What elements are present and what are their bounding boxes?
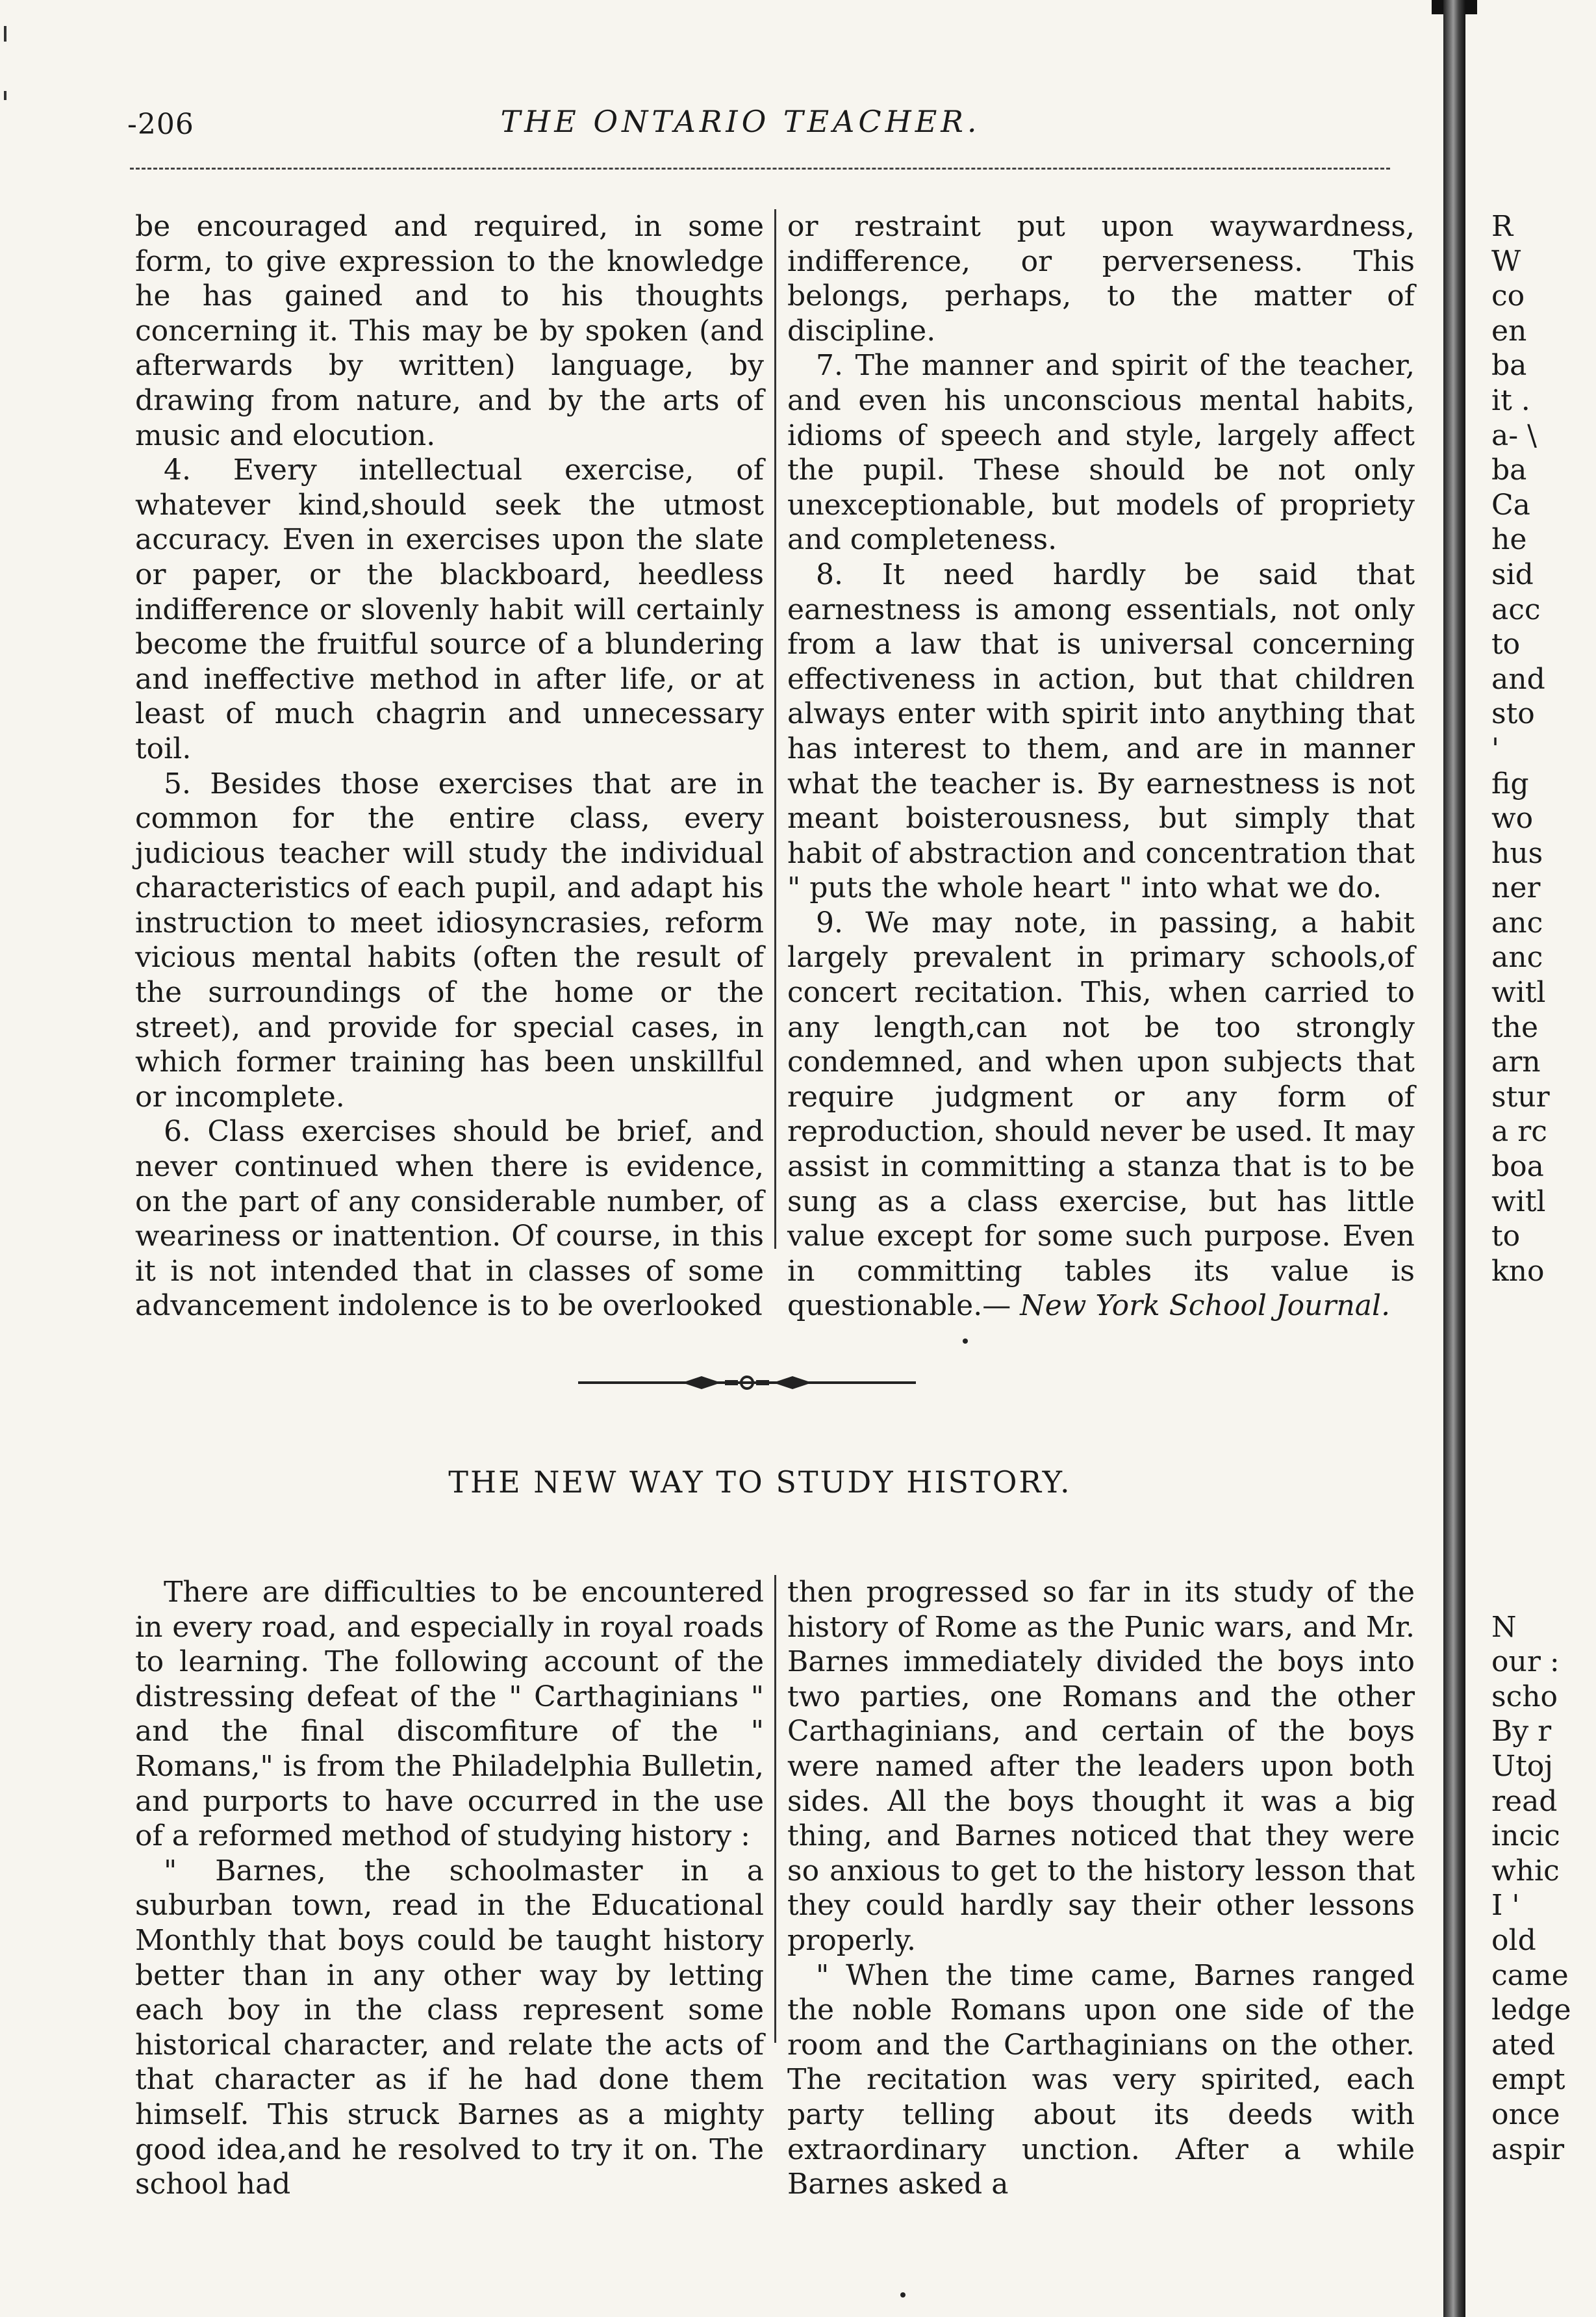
edge-fragment: ated: [1491, 2028, 1556, 2062]
edge-fragment: incic: [1491, 1819, 1560, 1853]
edge-fragment: Utoj: [1491, 1749, 1553, 1783]
binding-gutter: [1443, 0, 1465, 2317]
edge-fragment: a- \: [1491, 418, 1537, 452]
edge-fragment: empt: [1491, 2063, 1565, 2097]
article1-column-right: [787, 209, 1415, 1324]
edge-fragment: stur: [1491, 1080, 1550, 1114]
paragraph: 6. Class exercises should be brief, and never continued when there is evidence, on the part of any considerable number, of weariness or inattention. Of course, in this it is not intended that in classes of some advancement indolence is to be overlooked: [135, 1115, 764, 1323]
edge-fragment: ba: [1491, 454, 1527, 487]
edge-fragment: the: [1491, 1010, 1539, 1044]
edge-fragment: anc: [1491, 941, 1543, 975]
edge-fragment: By r: [1491, 1715, 1552, 1748]
paragraph: " When the time came, Barnes ranged the noble Romans upon one side of the room and the Carthaginians on the other. The recitation was very spirited, each party telling about its deeds with extraordinary unction. After a while Barnes asked a: [787, 1958, 1415, 2201]
edge-fragment: our :: [1491, 1645, 1560, 1679]
edge-fragment: and: [1491, 662, 1545, 696]
edge-fragment: came: [1491, 1958, 1569, 1992]
edge-fragment: to: [1491, 1220, 1521, 1253]
paragraph: [787, 906, 1415, 1324]
scan-mark: [4, 26, 6, 42]
edge-fragment: wo: [1491, 802, 1534, 836]
edge-fragment: he: [1491, 523, 1527, 557]
edge-fragment: aspir: [1491, 2132, 1565, 2166]
stray-dot: [900, 2292, 906, 2298]
edge-fragment: sto: [1491, 697, 1535, 731]
section-ornament: [572, 1370, 922, 1396]
column-divider: [774, 1575, 776, 2043]
article1-column-left: [135, 209, 764, 1324]
edge-fragment: read: [1491, 1784, 1558, 1818]
edge-fragment: once: [1491, 2097, 1560, 2131]
stray-dot: [963, 1338, 968, 1344]
edge-fragment: boa: [1491, 1150, 1544, 1184]
source-citation: New York School Journal.: [1020, 1289, 1391, 1323]
edge-fragment: ba: [1491, 349, 1527, 383]
edge-fragment: witl: [1491, 976, 1546, 1010]
column-divider: [774, 209, 776, 1249]
paragraph: 7. The manner and spirit of the teacher, and even his unconscious mental habits, idioms of speech and style, largely affect the pupil. These should be not only unexceptionable, but models of propriety and completeness.: [787, 349, 1415, 557]
next-page-edge-top: [1491, 209, 1595, 1288]
edge-fragment: ': [1491, 732, 1500, 765]
page-number: -206: [127, 108, 194, 141]
section-title: THE NEW WAY TO STUDY HISTORY.: [448, 1465, 1072, 1500]
edge-fragment: hus: [1491, 836, 1543, 870]
edge-fragment: kno: [1491, 1254, 1545, 1288]
edge-fragment: to: [1491, 628, 1521, 661]
edge-fragment: N: [1491, 1610, 1517, 1644]
paragraph: then progressed so far in its study of the history of Rome as the Punic wars, and Mr. Barnes immediately divided the boys into two parties, one Romans and the other Carthaginians, and certain of the boys were named after the leaders upon both sides. All the boys thought it was a big thing, and Barnes noticed that they were so anxious to get to the history lesson that they could hardly say their other lessons properly.: [787, 1576, 1415, 1957]
edge-fragment: en: [1491, 314, 1527, 348]
edge-fragment: ledge: [1491, 1993, 1571, 2027]
edge-fragment: a rc: [1491, 1115, 1547, 1149]
paragraph: be encouraged and required, in some form, to give expression to the knowledge he has gained and to his thoughts concerning it. This may be by spoken (and afterwards by written) language, by drawing from nature, and by the arts of music and elocution.: [135, 210, 764, 452]
paragraph: 5. Besides those exercises that are in common for the entire class, every judicious teacher will study the individual characteristics of each pupil, and adapt his instruction to meet idiosyncrasies, reform vicious mental habits (often the result of the surroundings of the home or the street), and provide for special cases, in which former training has been unskillful or incomplete.: [135, 767, 764, 1114]
header-rule: [130, 168, 1390, 170]
article2-column-left: [135, 1575, 764, 2202]
edge-fragment: [1491, 1575, 1595, 1610]
edge-fragment: ner: [1491, 871, 1541, 905]
edge-fragment: sid: [1491, 557, 1534, 591]
edge-fragment: anc: [1491, 906, 1543, 940]
edge-fragment: witl: [1491, 1184, 1546, 1218]
edge-fragment: it .: [1491, 383, 1530, 417]
edge-fragment: I ': [1491, 1889, 1520, 1923]
scan-mark: [4, 91, 6, 100]
paragraph: 8. It need hardly be said that earnestness is among essentials, not only from a law that is universal concerning effectiveness in action, but that children always enter with spirit into anything that has interest to them, and are in manner what the teacher is. By earnestness is not meant boisterousness, but simply that habit of abstraction and concentration that " puts the whole heart " into what we do.: [787, 557, 1415, 905]
edge-fragment: fig: [1491, 767, 1529, 800]
paragraph: or restraint put upon waywardness, indifference, or perverseness. This belongs, perhaps, to the matter of discipline.: [787, 210, 1415, 348]
edge-fragment: R: [1491, 210, 1514, 243]
running-title: THE ONTARIO TEACHER.: [500, 104, 981, 139]
edge-fragment: scho: [1491, 1680, 1558, 1713]
next-page-edge-bottom: [1491, 1575, 1595, 2167]
article2-column-right: [787, 1575, 1415, 2202]
edge-fragment: old: [1491, 1923, 1536, 1957]
paragraph-text: 9. We may note, in passing, a habit largely prevalent in primary schools,of concert recitation. This, when carried to any length,can not be too strongly condemned, and when upon subjects that require judgment or any form of reproduction, should never be used. It may assist in committing a stanza that is to be sung as a class exercise, but has little value except for some such purpose. Even in committing tables its value is questionable.—: [787, 906, 1415, 1323]
edge-fragment: acc: [1491, 593, 1541, 626]
edge-fragment: Ca: [1491, 488, 1530, 522]
edge-fragment: whic: [1491, 1854, 1560, 1888]
edge-fragment: W: [1491, 244, 1521, 278]
edge-fragment: arn: [1491, 1045, 1541, 1079]
edge-fragment: co: [1491, 279, 1525, 313]
paragraph: 4. Every intellectual exercise, of whatever kind,should seek the utmost accuracy. Even in exercises upon the slate or paper, or the blackboard, heedless indifference or slovenly habit will certainly become the fruitful source of a blundering and ineffective method in after life, or at least of much chagrin and unnecessary toil.: [135, 454, 764, 765]
paragraph: " Barnes, the schoolmaster in a suburban town, read in the Educational Monthly that boys could be taught history better than in any other way by letting each boy in the class represent some historical character, and relate the acts of that character as if he had done them himself. This struck Barnes as a mighty good idea,and he resolved to try it on. The school had: [135, 1854, 764, 2201]
paragraph: There are difficulties to be encountered in every road, and especially in royal roads to learning. The following account of the distressing defeat of the " Carthaginians " and the final discomfiture of the " Romans," is from the Philadelphia Bulletin, and purports to have occurred in the use of a reformed method of studying history :: [135, 1576, 764, 1853]
